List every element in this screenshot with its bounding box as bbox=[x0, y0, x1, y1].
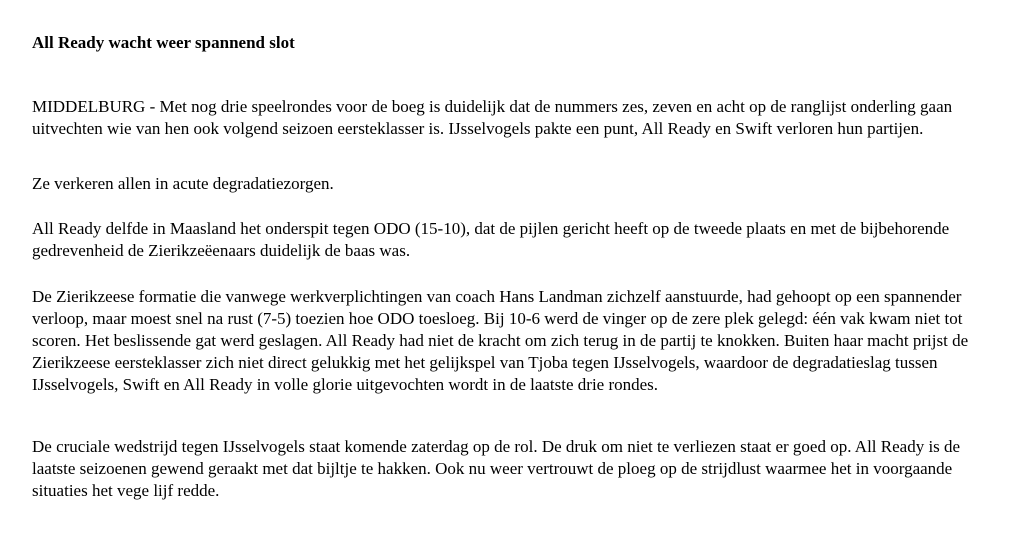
article-paragraph-2: Ze verkeren allen in acute degradatiezorgen. bbox=[32, 174, 334, 193]
article-paragraph-5: De cruciale wedstrijd tegen IJsselvogels staat komende zaterdag op de rol. De druk om niet te verliezen staat er goed op. All Ready is de laatste seizoenen gewend geraakt met dat bijltje te hakken. Ook nu weer vertrouwt de ploeg op de strijdlust waarmee het in voorgaande situaties het vege lijf redde. bbox=[32, 437, 961, 500]
article-paragraph-4: De Zierikzeese formatie die vanwege werkverplichtingen van coach Hans Landman zichzelf aanstuurde, had gehoopt op een spannender verloop, maar moest snel na rust (7-5) toezien hoe ODO toesloeg. Bij 10-6 werd de vinger op de zere plek gelegd: één vak kwam niet tot scoren. Het beslissende gat werd geslagen. All Ready had niet de kracht om zich terug in de partij te knokken. Buiten haar macht prijst de Zierikzeese eersteklasser zich niet direct gelukkig met het gelijkspel van Tjoba tegen IJsselvogels, waardoor de degradatieslag tussen IJsselvogels, Swift en All Ready in volle glorie uitgevochten wordt in de laatste drie rondes. bbox=[32, 287, 969, 394]
article-paragraph-3: All Ready delfde in Maasland het onderspit tegen ODO (15-10), dat de pijlen gericht heeft op de tweede plaats en met de bijbehorende gedrevenheid de Zierikzeëenaars duidelijk de baas was. bbox=[32, 219, 950, 260]
article-title: All Ready wacht weer spannend slot bbox=[32, 33, 295, 52]
article-paragraph-1: MIDDELBURG - Met nog drie speelrondes voor de boeg is duidelijk dat de nummers zes, zeven en acht op de ranglijst onderling gaan uitvechten wie van hen ook volgend seizoen eersteklasser is. IJsselvogels pakte een punt, All Ready en Swift verloren hun partijen. bbox=[32, 97, 953, 138]
